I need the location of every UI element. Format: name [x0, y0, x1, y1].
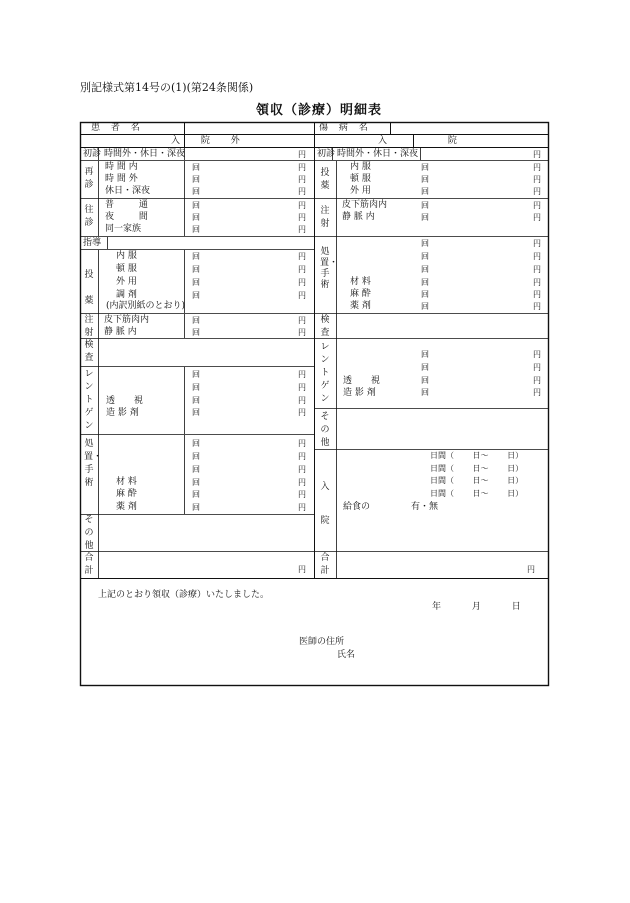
kai-unit: 回 [421, 278, 429, 287]
left-home-visit-row: 夜 間 [105, 212, 148, 222]
yen-unit: 円 [533, 376, 541, 385]
yen-unit: 円 [533, 350, 541, 359]
yen-unit: 円 [298, 565, 306, 574]
kai-unit: 回 [192, 408, 200, 417]
yen-unit: 円 [298, 225, 306, 234]
left-home-visit-row: 普 通 [105, 200, 148, 210]
right-xray-label: レントゲン [320, 342, 330, 404]
form-title: 領収（診療）明細表 [256, 103, 383, 118]
kai-unit: 回 [192, 252, 200, 261]
kai-unit: 回 [192, 201, 200, 210]
right-injection-row: 静 脈 内 [342, 212, 375, 222]
right-procedure-row: 材 料 [350, 277, 371, 287]
inpatient-label: 入 院 [378, 136, 457, 146]
left-medication-label: 投薬 [84, 270, 94, 306]
kai-unit: 回 [192, 503, 200, 512]
yen-unit: 円 [533, 150, 541, 159]
kai-unit: 回 [421, 239, 429, 248]
kai-unit: 回 [192, 478, 200, 487]
left-home-visit-label: 往診 [84, 205, 94, 228]
yen-unit: 円 [298, 439, 306, 448]
right-procedure-row: 薬 剤 [350, 301, 371, 311]
yen-unit: 円 [298, 452, 306, 461]
left-medication-row: 頓 服 [116, 264, 137, 274]
left-injection-row: 静 脈 内 [104, 327, 137, 337]
receipt-date: 年 月 日 [432, 602, 521, 612]
left-first-visit-sub: 時間外・休日・深夜 [104, 149, 186, 159]
disease-name-label: 傷 病 名 [319, 123, 372, 133]
yen-unit: 円 [298, 408, 306, 417]
yen-unit: 円 [527, 565, 535, 574]
yen-unit: 円 [298, 201, 306, 210]
left-home-visit-row: 同一家族 [105, 224, 142, 234]
yen-unit: 円 [298, 370, 306, 379]
left-procedure-row: 材 料 [116, 477, 137, 487]
yen-unit: 円 [298, 163, 306, 172]
doctor-name-label: 氏名 [337, 650, 356, 660]
kai-unit: 回 [192, 291, 200, 300]
kai-unit: 回 [192, 452, 200, 461]
yen-unit: 円 [298, 291, 306, 300]
kai-unit: 回 [421, 290, 429, 299]
right-xray-row: 透 視 [343, 376, 380, 386]
left-revisit-label: 再診 [84, 167, 94, 190]
left-injection-row: 皮下筋肉内 [104, 315, 150, 325]
yen-unit: 円 [298, 328, 306, 337]
yen-unit: 円 [298, 490, 306, 499]
left-medication-row: 外 用 [116, 277, 137, 287]
kai-unit: 回 [192, 439, 200, 448]
kai-unit: 回 [421, 201, 429, 210]
kai-unit: 回 [192, 465, 200, 474]
form-number-caption: 別記様式第14号の(1)(第24条関係) [80, 81, 254, 94]
left-exam-label: 検査 [84, 340, 94, 363]
yen-unit: 円 [533, 278, 541, 287]
kai-unit: 回 [192, 328, 200, 337]
left-medication-row: 調 剤 [116, 290, 137, 300]
yen-unit: 円 [533, 201, 541, 210]
yen-unit: 円 [533, 302, 541, 311]
doctor-address-label: 医師の住所 [299, 637, 345, 647]
kai-unit: 回 [421, 213, 429, 222]
kai-unit: 回 [421, 376, 429, 385]
kai-unit: 回 [192, 175, 200, 184]
yen-unit: 円 [533, 239, 541, 248]
right-exam-label: 検査 [320, 315, 330, 338]
left-procedure-row: 麻 酔 [116, 489, 137, 499]
yen-unit: 円 [298, 150, 306, 159]
yen-unit: 円 [298, 187, 306, 196]
yen-unit: 円 [533, 388, 541, 397]
yen-unit: 円 [298, 252, 306, 261]
right-procedure-row: 麻 酔 [350, 289, 371, 299]
yen-unit: 円 [298, 478, 306, 487]
kai-unit: 回 [192, 265, 200, 274]
right-injection-label: 注射 [320, 206, 330, 229]
yen-unit: 円 [533, 213, 541, 222]
kai-unit: 回 [421, 302, 429, 311]
yen-unit: 円 [298, 278, 306, 287]
kai-unit: 回 [421, 265, 429, 274]
admission-days-row: 日間（ 日～ 日） [430, 476, 524, 485]
kai-unit: 回 [421, 350, 429, 359]
yen-unit: 円 [298, 175, 306, 184]
right-medication-label: 投薬 [320, 168, 330, 191]
yen-unit: 円 [533, 265, 541, 274]
left-first-visit-label: 初診 [83, 149, 102, 159]
meal-value: 有・無 [411, 502, 439, 512]
kai-unit: 回 [421, 252, 429, 261]
yen-unit: 円 [298, 383, 306, 392]
kai-unit: 回 [192, 396, 200, 405]
kai-unit: 回 [192, 383, 200, 392]
left-injection-label: 注射 [84, 315, 94, 338]
kai-unit: 回 [192, 225, 200, 234]
left-revisit-row: 休日・深夜 [105, 186, 151, 196]
left-revisit-row: 時 間 外 [105, 174, 138, 184]
left-revisit-row: 時 間 内 [105, 162, 138, 172]
left-total-label: 合計 [84, 553, 94, 576]
patient-name-label: 患 者 名 [91, 123, 144, 133]
right-injection-row: 皮下筋肉内 [342, 200, 388, 210]
yen-unit: 円 [533, 252, 541, 261]
admission-days-row: 日間（ 日～ 日） [430, 451, 524, 460]
yen-unit: 円 [533, 163, 541, 172]
yen-unit: 円 [298, 265, 306, 274]
kai-unit: 回 [192, 278, 200, 287]
right-medication-row: 頓 服 [350, 174, 371, 184]
outpatient-label: 入 院 外 [171, 136, 240, 146]
right-medication-row: 内 服 [350, 162, 371, 172]
yen-unit: 円 [533, 187, 541, 196]
kai-unit: 回 [421, 187, 429, 196]
left-other-label: その他 [84, 515, 94, 551]
right-admission-label: 入院 [320, 482, 330, 526]
left-procedure-row: 薬 剤 [116, 502, 137, 512]
kai-unit: 回 [192, 187, 200, 196]
admission-days-row: 日間（ 日～ 日） [430, 464, 524, 473]
right-first-visit-label: 初診 [317, 149, 336, 159]
left-procedure-label: 処置・手術 [84, 439, 103, 488]
left-xray-row: 透 視 [106, 396, 143, 406]
right-first-visit-sub: 時間外・休日・深夜 [337, 149, 419, 159]
kai-unit: 回 [192, 490, 200, 499]
kai-unit: 回 [192, 163, 200, 172]
kai-unit: 回 [192, 370, 200, 379]
kai-unit: 回 [192, 316, 200, 325]
left-medication-note: (内訳別紙のとおり) [106, 301, 186, 311]
yen-unit: 円 [533, 175, 541, 184]
right-xray-row: 造 影 剤 [343, 388, 376, 398]
yen-unit: 円 [298, 396, 306, 405]
right-medication-row: 外 用 [350, 186, 371, 196]
yen-unit: 円 [533, 290, 541, 299]
receipt-statement: 上記のとおり領収（診療）いたしました。 [98, 590, 270, 600]
kai-unit: 回 [421, 363, 429, 372]
kai-unit: 回 [421, 163, 429, 172]
left-medication-row: 内 服 [116, 251, 137, 261]
kai-unit: 回 [421, 388, 429, 397]
right-procedure-label: 処置・手術 [320, 247, 339, 290]
yen-unit: 円 [298, 503, 306, 512]
yen-unit: 円 [298, 465, 306, 474]
yen-unit: 円 [298, 316, 306, 325]
kai-unit: 回 [192, 213, 200, 222]
yen-unit: 円 [533, 363, 541, 372]
yen-unit: 円 [298, 213, 306, 222]
right-other-label: その他 [320, 412, 330, 448]
right-total-label: 合計 [320, 553, 330, 576]
left-guidance-label: 指導 [83, 238, 102, 248]
left-xray-row: 造 影 剤 [106, 408, 139, 418]
left-xray-label: レントゲン [84, 369, 94, 431]
meal-label: 給食の [343, 502, 371, 512]
kai-unit: 回 [421, 175, 429, 184]
admission-days-row: 日間（ 日～ 日） [430, 489, 524, 498]
